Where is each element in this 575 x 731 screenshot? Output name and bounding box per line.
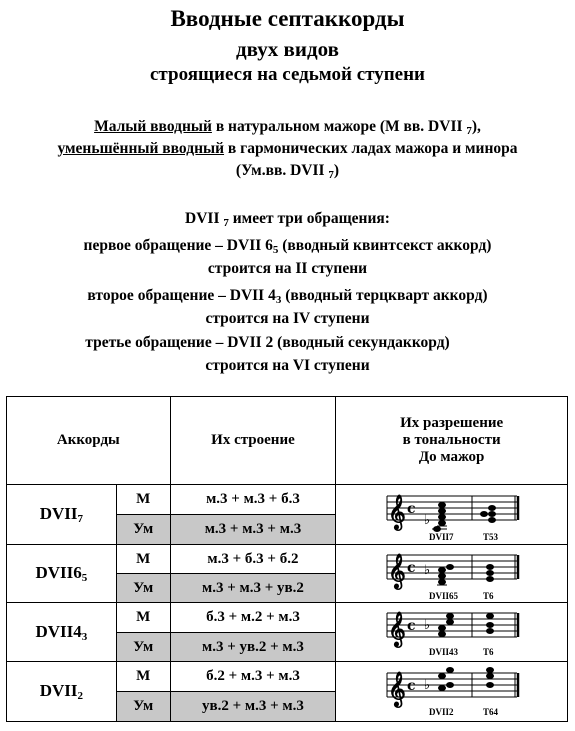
time-signature-icon: c xyxy=(406,618,416,634)
chord-type-major: М xyxy=(116,485,170,515)
treble-clef-icon: 𝄞 xyxy=(387,671,406,707)
chord-type-diminished: Ум xyxy=(116,574,170,603)
label-a: DVII7 xyxy=(428,531,454,542)
notation-cell xyxy=(336,603,568,662)
third-inversion xyxy=(0,332,555,354)
table-row xyxy=(7,603,568,633)
header-resolution-l3: До мажор xyxy=(418,449,485,465)
treble-clef-icon: 𝄞 xyxy=(387,494,406,530)
label-b: T53 xyxy=(482,531,498,542)
page-subtitle: двух видов xyxy=(236,37,339,61)
page-subtitle-2: строящиеся на седьмой ступени xyxy=(150,64,425,85)
flat-icon: ♭ xyxy=(423,677,430,693)
treble-clef-icon: 𝄞 xyxy=(387,553,406,589)
table-row xyxy=(7,662,568,692)
chord-structure: м.3 + м.3 + б.3 xyxy=(170,485,336,515)
music-notation-4 xyxy=(377,665,527,719)
chord-name: $DVII_7$ xyxy=(7,485,117,545)
chord-structure: м.3 + м.3 + м.3 xyxy=(170,515,336,545)
flat-icon: ♭ xyxy=(423,618,430,633)
intro-text: в натуральном мажоре (М вв. DVII xyxy=(211,118,467,135)
label-a: DVII43 xyxy=(428,647,458,657)
chord-type-diminished: Ум xyxy=(116,515,170,545)
inv-text: DVII xyxy=(185,210,224,227)
inv-text: имеет три обращения: xyxy=(228,210,390,227)
chords-table xyxy=(6,396,568,722)
inv-text: (вводный секундаккорд) xyxy=(273,334,450,351)
chord-type-major: М xyxy=(116,545,170,574)
music-notation-2 xyxy=(377,547,527,601)
header-resolution-l1: Их разрешение xyxy=(400,415,504,431)
label-b: T6 xyxy=(482,590,494,601)
page-title: Вводные септаккорды xyxy=(170,6,405,31)
label-b: T6 xyxy=(482,647,494,657)
music-notation-1 xyxy=(377,488,527,542)
table-row xyxy=(7,545,568,574)
intro-line-3 xyxy=(0,160,575,186)
inv-text: (вводный квинтсекст аккорд) xyxy=(278,237,492,254)
label-b: T64 xyxy=(482,706,498,717)
chord-name: $DVII4_3$ xyxy=(7,603,117,662)
table-header-row xyxy=(7,397,568,485)
intro-text: (Ум.вв. DVII xyxy=(235,162,329,179)
header-resolution-l2: в тональности xyxy=(402,432,501,448)
flat-icon: ♭ xyxy=(423,562,430,578)
music-notation-3 xyxy=(377,605,527,659)
time-signature-icon: c xyxy=(406,677,416,694)
time-signature-icon: c xyxy=(406,500,416,517)
header-resolution xyxy=(336,397,568,485)
inv-sub: 5 xyxy=(272,244,279,256)
chord-name: $DVII_2$ xyxy=(7,662,117,722)
chord-type-major: М xyxy=(116,662,170,692)
inv-text: первое обращение – DVII 6 xyxy=(83,237,273,254)
first-inversion-step: строится на II ступени xyxy=(207,260,368,277)
inv-sub: 3 xyxy=(275,294,282,306)
intro-text: в гармонических ладах мажора и минора xyxy=(224,140,518,157)
time-signature-icon: c xyxy=(406,559,416,576)
intro-line-2 xyxy=(0,138,575,160)
chord-structure: м.3 + б.3 + б.2 xyxy=(170,545,336,574)
chord-name: $DVII6_5$ xyxy=(7,545,117,603)
intro-sub: 7 xyxy=(328,169,334,181)
inv-text: (вводный терцкварт аккорд) xyxy=(281,287,488,304)
second-inversion-step: строится на IV ступени xyxy=(205,310,370,327)
intro-text: ), xyxy=(471,118,481,135)
inv-sub: 7 xyxy=(223,217,229,229)
label-a: DVII65 xyxy=(428,590,458,601)
notation-cell xyxy=(336,545,568,603)
flat-icon: ♭ xyxy=(423,512,430,528)
intro-text: ) xyxy=(333,162,340,179)
chord-structure: б.3 + м.2 + м.3 xyxy=(170,603,336,633)
label-a: DVII2 xyxy=(428,706,454,717)
chord-type-diminished: Ум xyxy=(116,692,170,722)
chord-structure: м.3 + ув.2 + м.3 xyxy=(170,633,336,662)
chord-type-diminished: Ум xyxy=(116,633,170,662)
header-structure: Их строение xyxy=(170,397,336,485)
chord-type-major: М xyxy=(116,603,170,633)
inversions-heading xyxy=(0,208,575,234)
chord-structure: ув.2 + м.3 + м.3 xyxy=(170,692,336,722)
third-inversion-step: строится на VI ступени xyxy=(205,357,370,374)
chord-notes xyxy=(433,502,496,532)
term-small-leading: Малый вводный xyxy=(94,118,212,135)
inv-text: второе обращение – DVII 4 xyxy=(87,287,276,304)
notation-cell xyxy=(336,485,568,545)
header-chords: Аккорды xyxy=(7,397,171,485)
chord-structure: б.2 + м.3 + м.3 xyxy=(170,662,336,692)
treble-clef-icon: 𝄞 xyxy=(387,612,406,647)
term-diminished-leading: уменьшённый вводный xyxy=(57,140,225,157)
intro-sub: 7 xyxy=(466,125,472,137)
chord-structure: м.3 + м.3 + ув.2 xyxy=(170,574,336,603)
inv-text: третье обращение – DVII 2 xyxy=(85,334,274,351)
notation-cell xyxy=(336,662,568,722)
table-row xyxy=(7,485,568,515)
